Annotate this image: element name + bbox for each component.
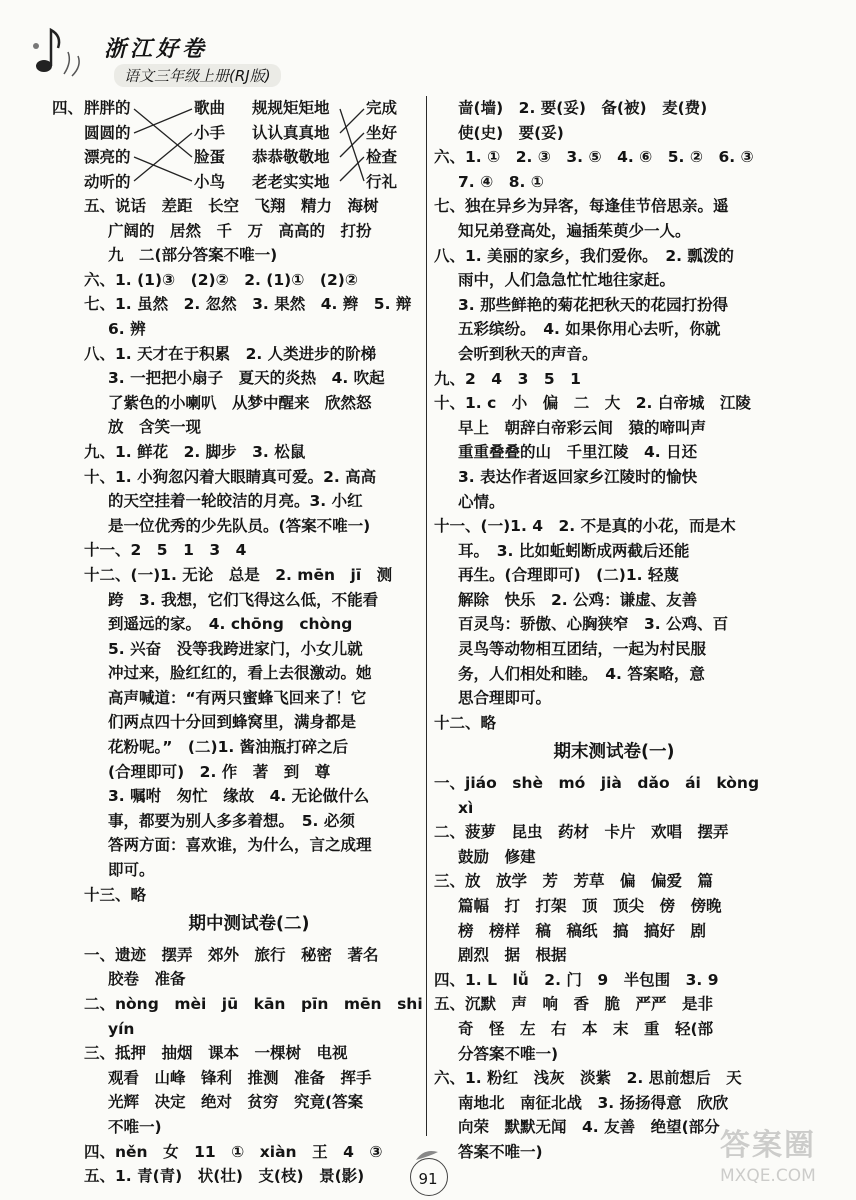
answer-line: 耳。 3. 比如蚯蚓断成两截后还能 bbox=[458, 541, 690, 560]
match-word: 检查 bbox=[366, 148, 398, 166]
answer-line: xì bbox=[458, 798, 474, 817]
answer-line: 九、1. 鲜花 2. 脚步 3. 松鼠 bbox=[84, 442, 306, 461]
answer-line: 高声喊道：“有两只蜜蜂飞回来了！它 bbox=[108, 688, 367, 707]
answer-line: 3. 嘱咐 匆忙 缘故 4. 无论做什么 bbox=[108, 787, 370, 806]
answer-line: 五、沉默 声 响 香 脆 严严 是非 bbox=[434, 995, 714, 1014]
match-line bbox=[134, 109, 192, 133]
answer-line: 六、1. (1)③ (2)② 2. (1)① (2)② bbox=[84, 270, 358, 289]
match-line bbox=[134, 109, 192, 157]
answer-line: 十三、略 bbox=[84, 885, 147, 904]
answer-line: 六、1. ① 2. ③ 3. ⑤ 4. ⑥ 5. ② 6. ③ bbox=[434, 148, 754, 167]
answer-line: 四、něn 女 11 ① xiàn 王 4 ③ bbox=[84, 1142, 383, 1161]
answer-line: 答两方面：喜欢谁，为什么，言之成理 bbox=[108, 836, 372, 855]
left-answers-part2 bbox=[84, 943, 423, 1189]
answer-line: 广阔的 居然 千 万 高高的 打扮 bbox=[108, 221, 372, 240]
section-title-midterm: 期中测试卷(二) bbox=[188, 914, 310, 935]
answer-line: 篇幅 打 打架 顶 顶尖 傍 傍晚 bbox=[458, 897, 722, 915]
answer-line: 事，都要为别人多多着想。 5. 必须 bbox=[108, 811, 355, 830]
match-word: 歌曲 bbox=[194, 99, 226, 117]
match-word: 胖胖的 bbox=[84, 99, 131, 117]
answer-line: 十、1. c 小 偏 二 大 2. 白帝城 江陵 bbox=[434, 394, 751, 413]
answer-line: 务，人们相处和睦。 4. 答案略，意 bbox=[458, 664, 705, 683]
answer-line: 三、放 放学 芳 芳草 偏 偏爱 篇 bbox=[434, 872, 714, 891]
watermark-title: 答案圈 bbox=[720, 1128, 816, 1163]
answer-line: 奇 怪 左 右 本 末 重 轻(部 bbox=[458, 1019, 714, 1038]
answer-line: 十一、2 5 1 3 4 bbox=[84, 541, 247, 560]
answer-line: 十二、略 bbox=[434, 713, 497, 732]
answer-line: 再生。(合理即可) (二)1. 轻蔑 bbox=[458, 566, 679, 585]
matching-lines bbox=[84, 96, 414, 194]
answer-line: 到遥远的家。 4. chōng chòng bbox=[108, 615, 353, 634]
match-word: 老老实实地 bbox=[252, 172, 330, 191]
match-word: 小手 bbox=[194, 123, 226, 142]
section-title-final: 期末测试卷(一) bbox=[553, 742, 675, 763]
answer-line: 心情。 bbox=[458, 492, 505, 511]
answer-line: 了紫色的小喇叭 从梦中醒来 欣然怒 bbox=[108, 393, 372, 412]
book-subtitle: 语文三年级上册(RJ版) bbox=[114, 64, 281, 87]
answer-line: 3. 一把把小扇子 夏天的炎热 4. 吹起 bbox=[108, 369, 385, 388]
answer-line: 十一、(一)1. 4 2. 不是真的小花，而是木 bbox=[434, 517, 736, 536]
matching-exercise bbox=[52, 96, 414, 194]
match-word: 脸蛋 bbox=[194, 148, 226, 166]
match-word: 小鸟 bbox=[194, 172, 226, 191]
answer-line: 的天空挂着一轮皎洁的月亮。3. 小红 bbox=[108, 492, 363, 511]
answer-line: 五、1. 青(青) 状(壮) 支(枝) 景(影) bbox=[84, 1167, 365, 1186]
answer-line: 五彩缤纷。 4. 如果你用心去听，你就 bbox=[458, 320, 721, 339]
answer-line: 八、1. 天才在于积累 2. 人类进步的阶梯 bbox=[84, 344, 377, 363]
answer-line: 十二、(一)1. 无论 总是 2. mēn jī 测 bbox=[84, 565, 393, 584]
answer-line: 3. 那些鲜艳的菊花把秋天的花园打扮得 bbox=[458, 295, 729, 314]
match-word: 圆圆的 bbox=[84, 123, 131, 142]
answer-line: 会听到秋天的声音。 bbox=[458, 344, 598, 363]
answer-line: 剧烈 据 根据 bbox=[458, 946, 567, 965]
answer-line: 百灵鸟：骄傲、心胸狭窄 3. 公鸡、百 bbox=[458, 615, 729, 634]
match-word: 漂亮的 bbox=[84, 148, 131, 166]
answer-line: 5. 兴奋 没等我跨进家门，小女儿就 bbox=[108, 639, 363, 658]
right-answers-part2 bbox=[434, 771, 794, 1165]
answer-line: 们两点四十分回到蜂窝里，满身都是 bbox=[108, 713, 357, 732]
right-answers-part1 bbox=[434, 96, 794, 735]
answer-line: 是一位优秀的少先队员。(答案不唯一) bbox=[108, 516, 371, 535]
watermark bbox=[720, 1120, 850, 1196]
answer-line: 十、1. 小狗忽闪着大眼睛真可爱。2. 高高 bbox=[84, 467, 377, 486]
match-line bbox=[134, 133, 192, 181]
answer-line: (合理即可) 2. 作 著 到 尊 bbox=[108, 762, 331, 781]
header bbox=[28, 14, 288, 84]
answer-line: 鼓励 修建 bbox=[458, 847, 536, 866]
column-divider bbox=[426, 96, 427, 1136]
answer-line: 跨 3. 我想，它们飞得这么低，不能看 bbox=[108, 590, 379, 609]
answer-line: 6. 辨 bbox=[108, 319, 146, 338]
answer-line: 四、1. L lǚ 2. 门 9 半包围 3. 9 bbox=[434, 970, 719, 989]
answer-line: 思合理即可。 bbox=[458, 689, 552, 708]
music-note-logo-icon bbox=[28, 22, 88, 82]
answer-line: 解除 快乐 2. 公鸡：谦虚、友善 bbox=[458, 590, 698, 609]
answer-line: 答案不唯一) bbox=[458, 1142, 543, 1161]
answer-line: 向荣 默默无闻 4. 友善 绝望(部分 bbox=[458, 1118, 720, 1137]
left-answers-part1 bbox=[84, 194, 414, 907]
right-column bbox=[434, 96, 794, 1165]
answer-line: 冲过来，脸红红的，看上去很激动。她 bbox=[108, 664, 372, 683]
answer-line: 观看 山峰 锋利 推测 准备 挥手 bbox=[108, 1068, 372, 1087]
page-number: 91 bbox=[404, 1148, 452, 1196]
match-word: 认认真真地 bbox=[252, 123, 330, 142]
answer-line: 光辉 决定 绝对 贫穷 究竟(答案 bbox=[108, 1093, 364, 1112]
match-word: 动听的 bbox=[84, 172, 131, 191]
answer-line: 啬(墙) 2. 要(妥) 备(被) 麦(费) bbox=[458, 99, 708, 117]
answer-line: 六、1. 粉红 浅灰 淡紫 2. 思前想后 天 bbox=[434, 1069, 742, 1088]
answer-line: 一、遗迹 摆弄 郊外 旅行 秘密 著名 bbox=[84, 945, 379, 964]
answer-line: 南地北 南征北战 3. 扬扬得意 欣欣 bbox=[458, 1093, 729, 1112]
answer-line: 知兄弟登高处，遍插茱萸少一人。 bbox=[458, 221, 691, 240]
answer-line: 灵鸟等动物相互团结，一起为村民服 bbox=[458, 640, 707, 659]
answer-line: 花粉呢。” (二)1. 酱油瓶打碎之后 bbox=[108, 738, 349, 757]
answer-line: 七、1. 虽然 2. 忽然 3. 果然 4. 辫 5. 辩 bbox=[84, 295, 412, 314]
match-word: 恭恭敬敬地 bbox=[252, 148, 330, 166]
answer-line: 使(史) 要(妥) bbox=[458, 123, 564, 142]
answer-line: 放 含笑一现 bbox=[108, 418, 202, 437]
answer-line: 八、1. 美丽的家乡，我们爱你。 2. 瓢泼的 bbox=[434, 246, 734, 265]
answer-line: yín bbox=[108, 1019, 135, 1038]
left-column bbox=[52, 96, 423, 1189]
answer-line: 二、nòng mèi jū kān pīn mēn shi bbox=[84, 995, 423, 1013]
answer-line: 三、抵押 抽烟 课本 一棵树 电视 bbox=[84, 1044, 348, 1063]
answer-line: 二、菠萝 昆虫 药材 卡片 欢唱 摆弄 bbox=[434, 823, 729, 842]
answer-line: 雨中，人们急急忙忙地往家赶。 bbox=[458, 271, 676, 290]
match-word: 规规矩矩地 bbox=[252, 99, 330, 117]
answer-line: 分答案不唯一) bbox=[458, 1044, 559, 1063]
answer-line: 五、说话 差距 长空 飞翔 精力 海树 bbox=[84, 197, 379, 215]
answer-line: 七、独在异乡为异客，每逢佳节倍思亲。遥 bbox=[434, 197, 729, 216]
brand-title: 浙江好卷 bbox=[104, 36, 209, 62]
answer-line: 九、2 4 3 5 1 bbox=[434, 369, 581, 388]
answer-line: 一、jiáo shè mó jià dǎo ái kòng bbox=[434, 774, 760, 793]
watermark-url: MXQE.COM bbox=[720, 1166, 816, 1186]
match-label: 四、 bbox=[52, 99, 84, 117]
answer-line: 即可。 bbox=[108, 861, 155, 880]
answer-line: 胶卷 准备 bbox=[108, 970, 186, 989]
answer-line: 九 二(部分答案不唯一) bbox=[108, 246, 278, 265]
answer-line: 不唯一) bbox=[108, 1117, 162, 1136]
answer-line: 7. ④ 8. ① bbox=[458, 172, 544, 191]
answer-line: 重重叠叠的山 千里江陵 4. 日还 bbox=[458, 443, 698, 462]
match-line bbox=[134, 157, 192, 181]
answer-line: 榜 榜样 稿 稿纸 搞 搞好 剧 bbox=[458, 921, 707, 940]
answer-line: 早上 朝辞白帝彩云间 猿的啼叫声 bbox=[458, 418, 707, 437]
match-word: 行礼 bbox=[366, 172, 398, 191]
match-word: 坐好 bbox=[366, 123, 398, 142]
match-word: 完成 bbox=[366, 99, 398, 117]
match-line bbox=[340, 133, 364, 157]
answer-line: 3. 表达作者返回家乡江陵时的愉快 bbox=[458, 467, 698, 486]
